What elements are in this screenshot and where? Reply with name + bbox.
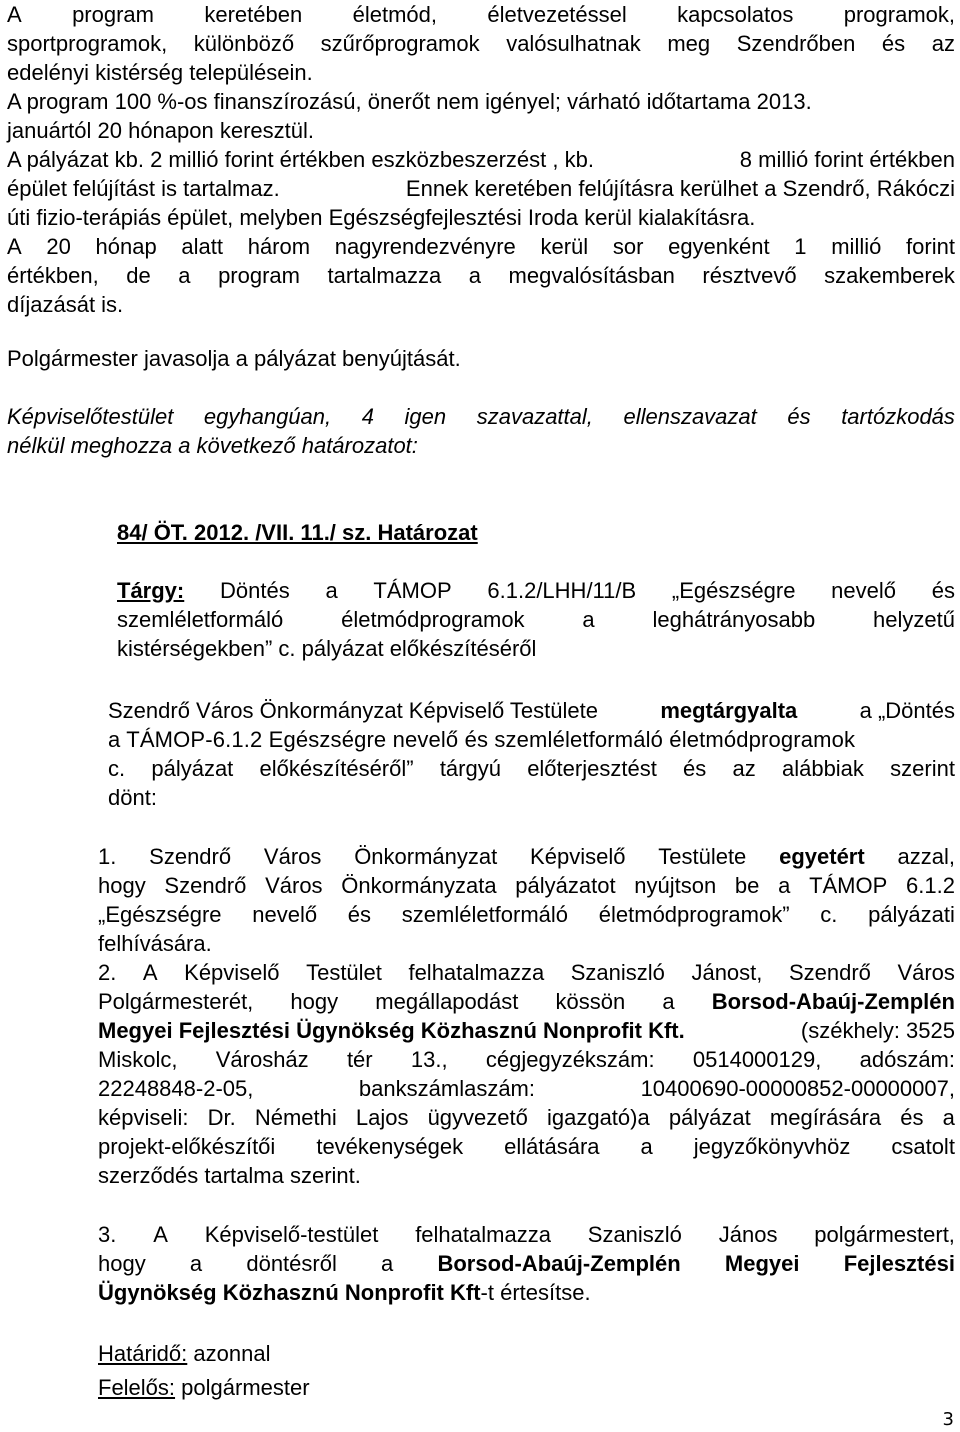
word: 1 (794, 234, 807, 259)
word: 6.1.2/LHH/11/B (487, 578, 637, 603)
word: előterjesztést (527, 756, 657, 781)
word: tér (346, 1047, 373, 1072)
word: sor (612, 234, 644, 259)
word: értékben, (7, 263, 99, 288)
word: a (778, 873, 791, 898)
word: a (325, 578, 338, 603)
text-line (117, 576, 955, 605)
word: életmódprogramok (341, 607, 525, 632)
word: 22248848-2-05, (98, 1076, 254, 1101)
word: alábbiak (781, 756, 864, 781)
word: c. (820, 902, 838, 927)
text-line (98, 1249, 955, 1278)
word: és (787, 404, 811, 429)
word: Szaniszló (570, 960, 665, 985)
word: János (718, 1222, 778, 1247)
word: nevelő (831, 578, 897, 603)
word: „Egészségre (671, 578, 796, 603)
word: ügyvezető (427, 1105, 528, 1130)
word: Szaniszló (587, 1222, 682, 1247)
word: Fejlesztési (843, 1251, 955, 1276)
word: program (72, 2, 154, 27)
word: 4 (361, 404, 374, 429)
word: megállapodást (375, 989, 519, 1014)
word: leghátrányosabb (652, 607, 816, 632)
word: Képviselő (530, 844, 626, 869)
word: forint (906, 234, 955, 259)
text-line (98, 1220, 955, 1249)
decision-item-2 (98, 958, 955, 1190)
word: valósulhatnak (506, 31, 641, 56)
word: jegyzőkönyvhöz (693, 1134, 851, 1159)
word: a (942, 1105, 955, 1130)
word: nevelő (252, 902, 318, 927)
responsible-label: Felelős: (98, 1375, 176, 1400)
word: és (931, 578, 955, 603)
word: adószám: (859, 1047, 955, 1072)
word: és (347, 902, 372, 927)
word: hogy (98, 873, 146, 898)
word: tevékenységek (316, 1134, 464, 1159)
word: a (189, 1251, 203, 1276)
word: kapcsolatos (677, 2, 794, 27)
word: felhatalmazza (415, 1222, 551, 1247)
word: 6.1.2 (906, 873, 955, 898)
word: meg (667, 31, 711, 56)
text-line: nélkül meghozza a következő határozatot: (7, 433, 418, 458)
word: Szendrő (149, 844, 232, 869)
word: projekt-előkészítői (98, 1134, 276, 1159)
resolution-number: 84/ ÖT. 2012. /VII. 11./ sz. Határozat (117, 520, 478, 545)
word: Borsod-Abaúj-Zemplén (437, 1251, 681, 1276)
word: különböző (193, 31, 295, 56)
text-line: úti fizio-terápiás épület, melyben Egészségfejlesztési Iroda kerül kialakításra. (7, 205, 756, 230)
deadline-label: Határidő: (98, 1341, 188, 1366)
word: csatolt (891, 1134, 955, 1159)
word: 13., (410, 1047, 448, 1072)
word: és (900, 1105, 924, 1130)
text-line: kistérségekben” c. pályázat előkészítéséről (117, 636, 537, 661)
text-line (98, 1132, 955, 1161)
text-line: épület felújítást is tartalmaz. Ennek keretében felújításra kerülhet a Szendrő, Rákóczi (7, 176, 955, 201)
text-line: Polgármesterét, hogy megállapodást kössön a Borsod-Abaúj-Zemplén (98, 989, 955, 1014)
word: Dr. (207, 1105, 236, 1130)
text-line: felhívására. (98, 931, 212, 956)
word: Szendrő (164, 873, 247, 898)
word: tartózkodás (841, 404, 955, 429)
subject-label: Tárgy: (117, 578, 185, 603)
decision-item-3 (98, 1220, 955, 1307)
word: szakemberek (824, 263, 955, 288)
text-line: dönt: (108, 785, 157, 810)
word: Városház (215, 1047, 309, 1072)
word: A (153, 1222, 168, 1247)
text-line: A program 100 %-os finanszírozású, önerőt nem igényel; várható időtartama 2013. (7, 89, 812, 114)
word: Döntés (219, 578, 290, 603)
text-line: Szendrő Város Önkormányzat Képviselő Testülete megtárgyalta a „Döntés (108, 698, 955, 723)
resolution-body (108, 696, 955, 812)
text-line: A pályázat kb. 2 millió forint értékben eszközbeszerzést , kb. 8 millió forint értékben (7, 147, 955, 172)
word: bankszámlaszám: (358, 1076, 535, 1101)
word: előkészítéséről” (259, 756, 414, 781)
word: igazgató)a (546, 1105, 650, 1130)
word: 20 (46, 234, 71, 259)
word: 2. (98, 960, 117, 985)
deadline (98, 1339, 270, 1368)
text-line: edelényi kistérség településein. (7, 60, 313, 85)
text-line (98, 900, 955, 929)
word: a (381, 1251, 394, 1276)
word: Némethi (254, 1105, 337, 1130)
word: Város (897, 960, 955, 985)
text-line (7, 402, 955, 431)
word: egyhangúan, (203, 404, 332, 429)
word: az (931, 31, 955, 56)
word: Megyei (724, 1251, 800, 1276)
word: Önkormányzat (354, 844, 498, 869)
word: pályázatot (515, 873, 616, 898)
text-line: Polgármester javasolja a pályázat benyújtását. (7, 346, 461, 371)
word: pályázat (668, 1105, 751, 1130)
word: szűrőprogramok (320, 31, 480, 56)
word: keretében (204, 2, 303, 27)
word: ellátására (504, 1134, 600, 1159)
word: Testület (306, 960, 382, 985)
word: polgármestert, (814, 1222, 955, 1247)
text-line (7, 29, 955, 58)
word: megírására (769, 1105, 882, 1130)
word: hogy (98, 1251, 146, 1276)
text-line: Ügynökség Közhasznú Nonprofit Kft -t értesítse. (98, 1280, 591, 1305)
text-line: a TÁMOP-6.1.2 Egészségre nevelő és szemléletformáló életmódprogramok (108, 727, 856, 752)
text-line (7, 232, 955, 261)
word: Város (263, 844, 322, 869)
word: TÁMOP (373, 578, 452, 603)
word: Miskolc, (98, 1047, 178, 1072)
word: 0514000129, (692, 1047, 822, 1072)
word: tartalmazza (327, 263, 442, 288)
word: megvalósításban (508, 263, 675, 288)
word: c. (108, 756, 126, 781)
word: alatt (181, 234, 224, 259)
intro-paragraph (7, 0, 955, 319)
text-line: Megyei Fejlesztési Ügynökség Közhasznú Nonprofit Kft. (székhely: 3525 (98, 1018, 955, 1043)
word: életmód, (352, 2, 437, 27)
word: hogy (290, 989, 339, 1014)
word: sportprogramok, (7, 31, 168, 56)
word: Képviselőtestület (7, 404, 174, 429)
word: 10400690-00000852-00000007, (640, 1076, 955, 1101)
word: Képviselő-testület (204, 1222, 379, 1247)
word: Szendrőben (736, 31, 856, 56)
text-line: 1. Szendrő Város Önkormányzat Képviselő Testülete egyetért azzal, (98, 844, 955, 869)
word: „Egészségre (98, 902, 222, 927)
word: a (662, 989, 675, 1014)
word: be (734, 873, 760, 898)
text-line (7, 0, 955, 29)
word: és (683, 756, 707, 781)
word: pályázat (151, 756, 234, 781)
word: képviseli: (98, 1105, 189, 1130)
word: szemléletformáló (117, 607, 284, 632)
word: tárgyú (439, 756, 501, 781)
text-line: januártól 20 hónapon keresztül. (7, 118, 314, 143)
word: döntésről (246, 1251, 337, 1276)
text-line (7, 261, 955, 290)
word: szemléletformáló (401, 902, 569, 927)
word: A (7, 2, 22, 27)
word: szavazattal, (476, 404, 593, 429)
deadline-value: azonnal (193, 1341, 271, 1366)
word: pályázati (868, 902, 955, 927)
word: a (178, 263, 191, 288)
word: Város (265, 873, 323, 898)
resolution-subject (117, 576, 955, 663)
word: résztvevő (702, 263, 797, 288)
word: felhatalmazza (408, 960, 545, 985)
word: program (218, 263, 300, 288)
word: nagyrendezvényre (334, 234, 516, 259)
word: életvezetéssel (487, 2, 627, 27)
text-line (98, 1103, 955, 1132)
word: kerül (540, 234, 589, 259)
word: nyújtson (634, 873, 717, 898)
word: szerint (890, 756, 955, 781)
word: de (126, 263, 151, 288)
word: millió (831, 234, 882, 259)
word: egyenként (668, 234, 770, 259)
word: az (732, 756, 756, 781)
word: Önkormányzata (341, 873, 497, 898)
text-line (98, 1074, 955, 1103)
text-line (98, 1045, 955, 1074)
text-line: díjazását is. (7, 292, 124, 317)
decision-item-1 (98, 842, 955, 958)
word: és (881, 31, 906, 56)
word: Szendrő (788, 960, 871, 985)
responsible-value: polgármester (181, 1375, 310, 1400)
word: Lajos (355, 1105, 409, 1130)
word: 1. (98, 844, 117, 869)
text-line (108, 754, 955, 783)
word: Jánost, (691, 960, 763, 985)
text-line (117, 605, 955, 634)
word: cégjegyzékszám: (485, 1047, 655, 1072)
text-line: szerződés tartalma szerint. (98, 1163, 361, 1188)
word: helyzetű (873, 607, 955, 632)
responsible (98, 1373, 310, 1402)
vote-statement (7, 402, 955, 460)
word: kössön (555, 989, 626, 1014)
word: A (7, 234, 22, 259)
word: igen (404, 404, 447, 429)
mayor-proposal (7, 344, 955, 373)
page-number: 3 (942, 1409, 954, 1430)
word: Testülete (658, 844, 747, 869)
word: 3. (98, 1222, 117, 1247)
word: hónap (95, 234, 157, 259)
word: Polgármesterét, (98, 989, 254, 1014)
word: a (640, 1134, 653, 1159)
word: a (582, 607, 595, 632)
word: ellenszavazat (623, 404, 757, 429)
word: TÁMOP (809, 873, 888, 898)
text-line (98, 958, 955, 987)
word: életmódprogramok” (598, 902, 790, 927)
word: A (142, 960, 158, 985)
word: a (468, 263, 482, 288)
text-line (98, 871, 955, 900)
word: Képviselő (184, 960, 280, 985)
word: programok, (843, 2, 955, 27)
word: három (247, 234, 311, 259)
